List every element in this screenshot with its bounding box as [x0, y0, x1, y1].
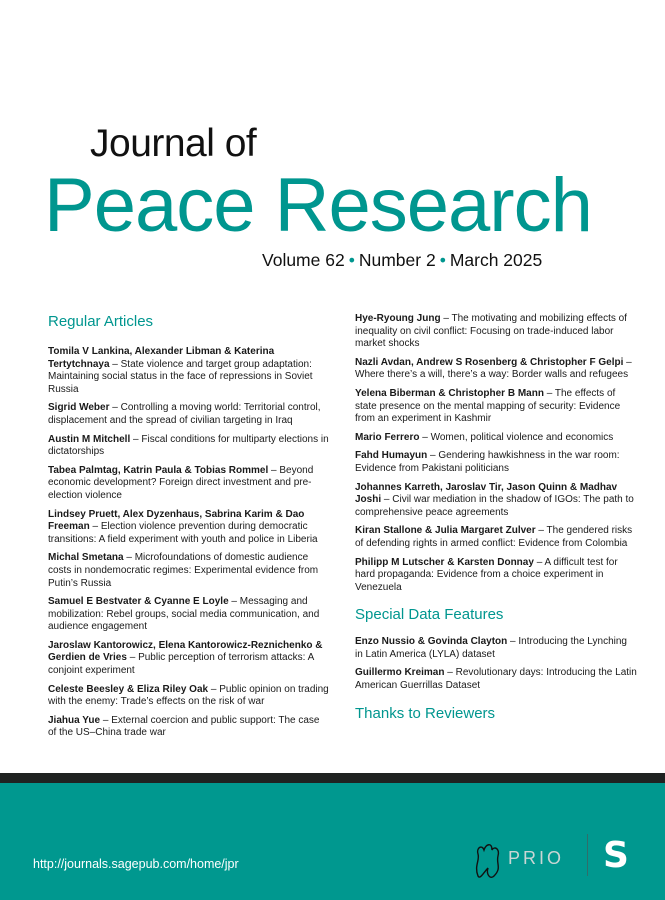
article-title: Messaging and mobilization: Rebel groups, social media communication, and audience engagement [48, 596, 320, 633]
article-entry: Guillermo Kreiman – Revolutionary days: Introducing the Latin American Guerrillas Dataset [355, 667, 637, 692]
number: Number 2 [358, 250, 436, 270]
regular-articles-list-left [48, 346, 330, 740]
article-entry: Tomila V Lankina, Alexander Libman & Katerina Tertytchnaya – State violence and target group adaptation: Maintaining social status in the face of repressions in Soviet Russia [48, 346, 313, 395]
article-title: Gendering hawkishness in the war room: Evidence from Pakistani politicians [355, 450, 620, 474]
article-authors: Philipp M Lutscher & Karsten Donnay [355, 556, 534, 568]
article-authors: Jaroslaw Kantorowicz, Elena Kantorowicz-Reznichenko & Gerdien de Vries [48, 639, 323, 664]
article-title: Revolutionary days: Introducing the Latin American Guerrillas Dataset [355, 667, 637, 692]
date: March 2025 [449, 250, 543, 270]
article-title: External coercion and public support: The case of the US–China trade war [48, 714, 320, 739]
section-heading-special: Special Data Features [355, 606, 504, 624]
article-authors: Jiahua Yue [48, 714, 101, 726]
prio-text: PRIO [508, 847, 565, 868]
issue-info [262, 250, 542, 271]
section-heading-thanks: Thanks to Reviewers [355, 704, 496, 722]
journal-title-line2: Peace Research [44, 163, 592, 248]
journal-url[interactable]: http://journals.sagepub.com/home/jpr [33, 857, 239, 871]
article-entry: Austin M Mitchell – Fiscal conditions for multiparty elections in dictatorships [48, 433, 329, 458]
article-title: Women, political violence and economics [430, 431, 614, 443]
footer [0, 783, 665, 900]
article-entry: Mario Ferrero – Women, political violence and economics [355, 431, 614, 443]
special-features-list [355, 636, 637, 692]
article-entry: Samuel E Bestvater & Cyanne E Loyle – Messaging and mobilization: Rebel groups, social media communication, and audience engagement [48, 596, 320, 633]
article-authors: Guillermo Kreiman [355, 667, 445, 679]
article-title: State violence and target group adaptation: Maintaining social status in the face of repressions in Soviet Russia [48, 358, 313, 395]
article-entry: Fahd Humayun – Gendering hawkishness in the war room: Evidence from Pakistani politicians [355, 450, 620, 474]
article-authors: Kiran Stallone & Julia Margaret Zulver [355, 525, 536, 537]
article-authors: Michal Smetana [48, 552, 124, 564]
article-entry: Hye-Ryoung Jung – The motivating and mobilizing effects of inequality on civil conflict: Focusing on trade-induced labor market shocks [355, 313, 627, 350]
sage-logo: S [603, 835, 629, 876]
article-title: Civil war mediation in the shadow of IGOs: The path to comprehensive peace agreements [355, 494, 634, 518]
right-column [355, 313, 637, 738]
article-entry: Sigrid Weber – Controlling a moving world: Territorial control, displacement and the spread of civilian targeting in Iraq [48, 402, 321, 426]
article-authors: Mario Ferrero [355, 431, 420, 443]
prio-figures-icon [472, 836, 506, 880]
article-title: Controlling a moving world: Territorial control, displacement and the spread of civilian targeting in Iraq [48, 402, 321, 426]
article-authors: Tabea Palmtag, Katrin Paula & Tobias Rommel [48, 464, 269, 476]
article-entry: Michal Smetana – Microfoundations of domestic audience costs in nondemocratic regimes: Experimental evidence from Putin’s Russia [48, 552, 319, 589]
article-entry: Celeste Beesley & Eliza Riley Oak – Public opinion on trading with the enemy: Trade’s effects on the risk of war [48, 683, 329, 708]
article-title: Introducing the Lynching in Latin America (LYLA) dataset [355, 636, 627, 660]
article-title: A difficult test for hard propaganda: Evidence from a choice experiment in Venezuela [355, 556, 618, 593]
left-column [48, 313, 330, 746]
section-heading-regular: Regular Articles [48, 313, 154, 330]
divider-band [0, 773, 665, 783]
separator-dot: • [439, 250, 446, 270]
article-entry: Nazli Avdan, Andrew S Rosenberg & Christopher F Gelpi – Where there’s a will, there’s a way: Border walls and refugees [355, 356, 632, 381]
article-authors: Johannes Karreth, Jaroslav Tir, Jason Quinn & Madhav Joshi [355, 481, 618, 506]
article-entry: Yelena Biberman & Christopher B Mann – The effects of state presence on the mental mapping of security: Evidence from an experiment in Kashmir [355, 387, 621, 425]
article-title: Beyond economic development? Foreign direct investment and pre-election violence [48, 464, 314, 501]
article-entry: Lindsey Pruett, Alex Dyzenhaus, Sabrina Karim & Dao Freeman – Election violence prevention during democratic transitions: A field experiment with youth and police in Liberia [48, 508, 318, 545]
article-entry: Kiran Stallone & Julia Margaret Zulver – The gendered risks of defending rights in armed conflict: Evidence from Colombia [355, 525, 633, 549]
article-entry: Enzo Nussio & Govinda Clayton – Introducing the Lynching in Latin America (LYLA) dataset [355, 636, 627, 660]
article-title: The effects of state presence on the mental mapping of security: Evidence from an experiment in Kashmir [355, 387, 621, 425]
article-authors: Celeste Beesley & Eliza Riley Oak [48, 683, 209, 695]
article-authors: Lindsey Pruett, Alex Dyzenhaus, Sabrina Karim & Dao Freeman [48, 508, 305, 533]
article-authors: Hye-Ryoung Jung [355, 313, 441, 324]
article-title: Public opinion on trading with the enemy: Trade’s effects on the risk of war [48, 683, 329, 708]
article-authors: Sigrid Weber [48, 402, 110, 414]
prio-logo [472, 836, 564, 880]
article-title: Election violence prevention during democratic transitions: A field experiment with youth and police in Liberia [48, 521, 318, 545]
article-entry: Philipp M Lutscher & Karsten Donnay – A difficult test for hard propaganda: Evidence from a choice experiment in Venezuela [355, 556, 618, 593]
article-authors: Enzo Nussio & Govinda Clayton [355, 636, 508, 648]
article-title: Microfoundations of domestic audience costs in nondemocratic regimes: Experimental evidence from Putin’s Russia [48, 552, 319, 589]
volume: Volume 62 [262, 250, 345, 270]
separator-dot: • [348, 250, 355, 270]
article-entry: Jaroslaw Kantorowicz, Elena Kantorowicz-Reznichenko & Gerdien de Vries – Public perception of terrorism attacks: A conjoint experiment [48, 639, 323, 677]
journal-title-line1: Journal of [90, 122, 257, 165]
article-entry: Tabea Palmtag, Katrin Paula & Tobias Rommel – Beyond economic development? Foreign direct investment and pre-election violence [48, 464, 314, 501]
article-title: Public perception of terrorism attacks: A conjoint experiment [48, 652, 314, 677]
article-authors: Samuel E Bestvater & Cyanne E Loyle [48, 596, 229, 608]
logo-divider [587, 834, 588, 876]
article-authors: Tomila V Lankina, Alexander Libman & Katerina Tertytchnaya [48, 346, 275, 370]
regular-articles-list-right [355, 313, 637, 594]
article-title: The motivating and mobilizing effects of inequality on civil conflict: Focusing on trade-induced labor market shocks [355, 313, 627, 350]
article-title: Fiscal conditions for multiparty elections in dictatorships [48, 433, 329, 458]
article-title: The gendered risks of defending rights in armed conflict: Evidence from Colombia [355, 525, 633, 549]
article-entry: Jiahua Yue – External coercion and public support: The case of the US–China trade war [48, 714, 320, 739]
article-authors: Nazli Avdan, Andrew S Rosenberg & Christopher F Gelpi [355, 356, 624, 368]
article-entry: Johannes Karreth, Jaroslav Tir, Jason Quinn & Madhav Joshi – Civil war mediation in the shadow of IGOs: The path to comprehensive peace agreements [355, 481, 634, 518]
article-authors: Yelena Biberman & Christopher B Mann [355, 387, 544, 399]
article-authors: Fahd Humayun [355, 450, 428, 462]
article-title: Where there’s a will, there’s a way: Border walls and refugees [355, 369, 629, 381]
article-authors: Austin M Mitchell [48, 433, 131, 445]
